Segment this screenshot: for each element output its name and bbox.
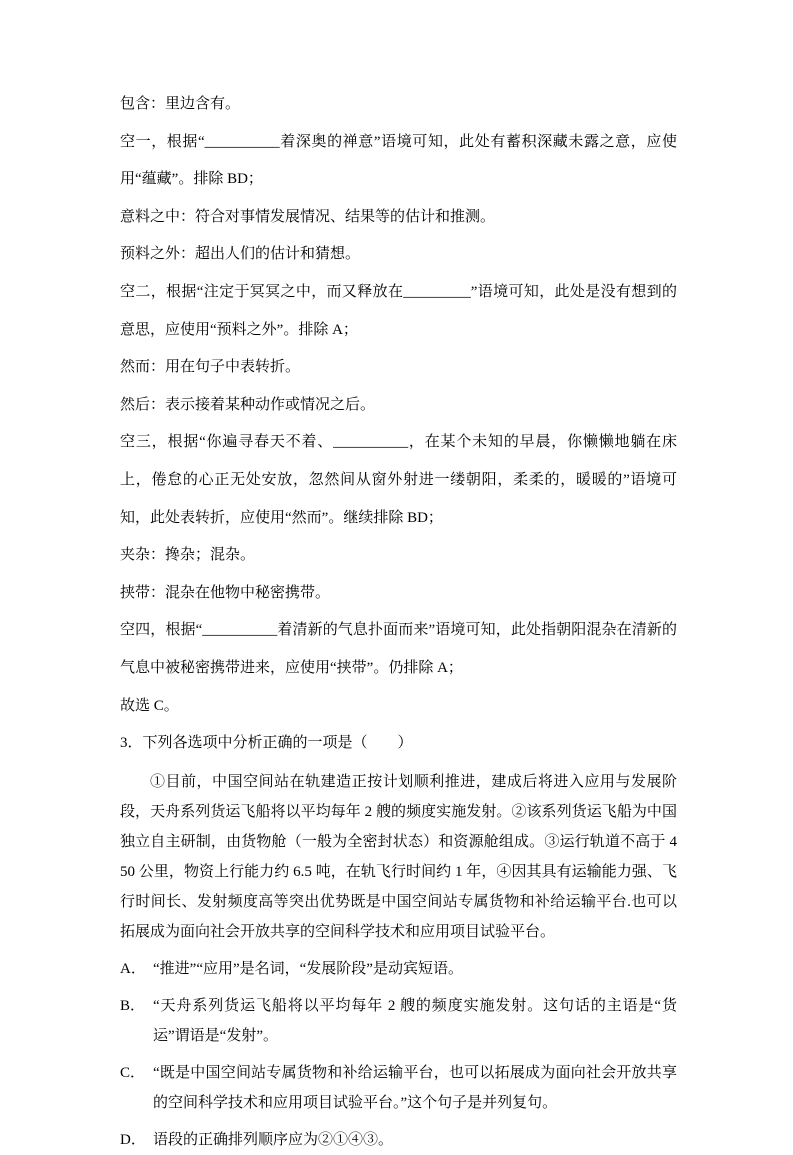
option-c-label: C．	[120, 1064, 146, 1081]
option-a-text: “推进”“应用”是名词，“发展阶段”是动宾短语。	[153, 960, 463, 977]
option-a-label: A．	[120, 960, 146, 977]
paragraph: 空三，根据“你遍寻春天不着、__________，在某个未知的早晨，你懒懒地躺在床上，倦怠的心正无处安放，忽然间从窗外射进一缕朝阳，柔柔的，暖暖的”语境可知，此处表转折，应使用“然而”。继续排除 BD；	[120, 434, 677, 526]
paragraph: 空二，根据“注定于冥冥之中，而又释放在_________”语境可知，此处是没有想到的意思，应使用“预料之外”。排除 A；	[120, 283, 677, 338]
document-content	[120, 86, 677, 1155]
paragraph: 意料之中：符合对事情发展情况、结果等的估计和推测。	[120, 208, 496, 225]
option-b	[120, 991, 677, 1051]
paragraph: 挟带：混杂在他物中秘密携带。	[120, 584, 331, 601]
paragraph: 然而：用在句子中表转折。	[120, 359, 301, 376]
option-c-text: “既是中国空间站专属货物和补给运输平台，也可以拓展成为面向社会开放共享的空间科学技术和应用项目试验平台。”这个句子是并列复句。	[153, 1064, 677, 1111]
option-c	[120, 1058, 677, 1118]
paragraph: 故选 C。	[120, 697, 179, 714]
paragraph: 空四，根据“__________着清新的气息扑面而来”语境可知，此处指朝阳混杂在清新的气息中被秘密携带进来，应使用“挟带”。仍排除 A；	[120, 622, 677, 676]
options-block	[120, 954, 677, 1155]
option-d-label: D．	[120, 1131, 146, 1148]
option-d	[120, 1125, 677, 1155]
paragraph: 夹杂：搀杂；混杂。	[120, 547, 256, 564]
question-passage: ①目前，中国空间站在轨建造正按计划顺利推进，建成后将进入应用与发展阶段，天舟系列货运飞船将以平均每年 2 艘的频度实施发射。②该系列货运飞船为中国独立自主研制，由货物舱（一般为全密封状态）和资源舱组成。③运行轨道不高于 450 公里，物资上行能力约 6.5 吨，在轨飞行时间约 1 年，④因其具有运输能力强、飞行时间长、发射频度高等突出优势既是中国空间站专属货物和补给运输平台.也可以拓展成为面向社会开放共享的空间科学技术和应用项目试验平台。	[120, 773, 677, 940]
paragraph: 预料之外：超出人们的估计和猜想。	[120, 246, 361, 263]
question-heading: 3．下列各选项中分析正确的一项是（ ）	[120, 735, 413, 752]
paragraph: 空一，根据“__________着深奥的禅意”语境可知，此处有蓄积深藏未露之意，应使用“蕴藏”。排除 BD；	[120, 133, 677, 188]
option-d-text: 语段的正确排列顺序应为②①④③。	[153, 1131, 394, 1148]
option-b-label: B．	[120, 997, 146, 1014]
option-b-text: “天舟系列货运飞船将以平均每年 2 艘的频度实施发射。这句话的主语是“货运”谓语是“发射”。	[153, 997, 677, 1044]
option-a	[120, 954, 677, 984]
paragraph: 包含：里边含有。	[120, 96, 241, 112]
paragraph: 然后：表示接着某种动作或情况之后。	[120, 396, 376, 413]
